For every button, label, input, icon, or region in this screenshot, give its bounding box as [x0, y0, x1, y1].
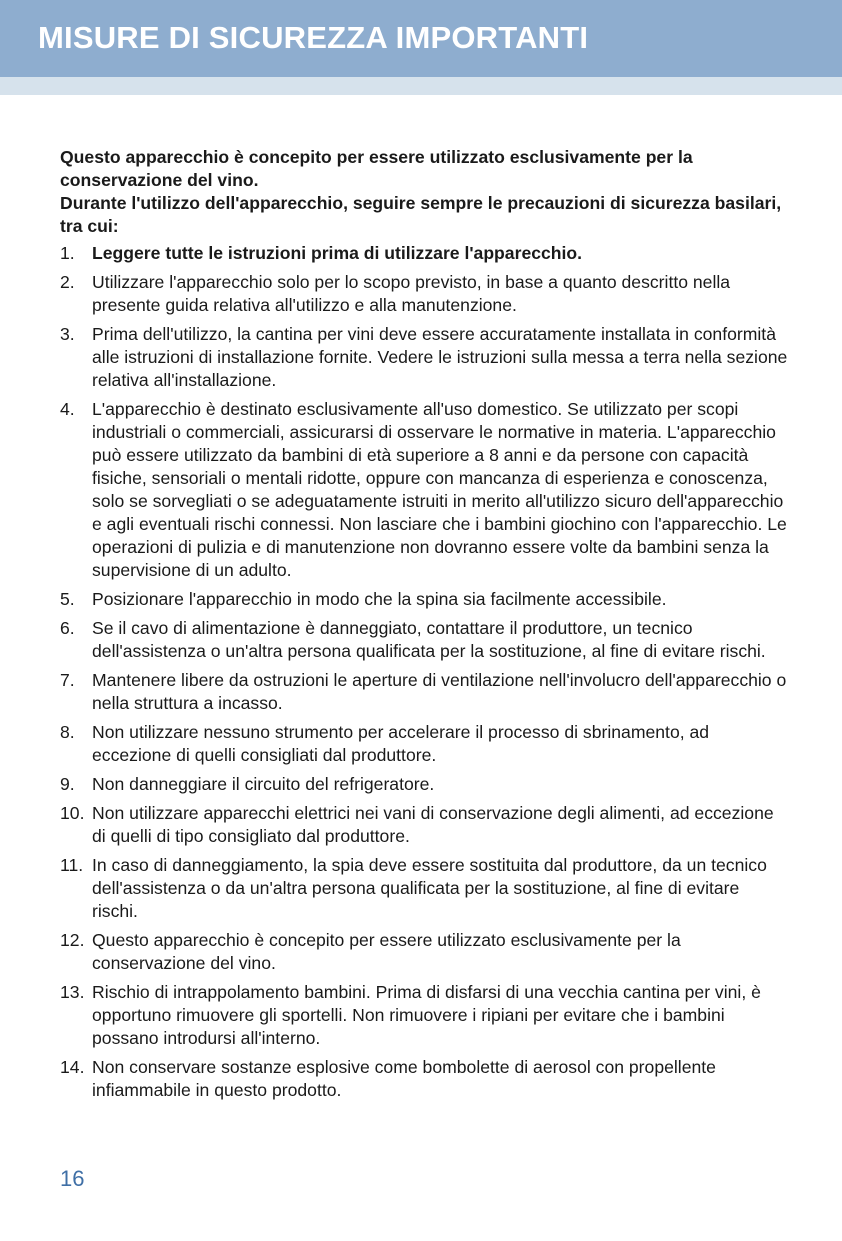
list-item	[60, 929, 790, 975]
list-item	[60, 721, 790, 767]
header-band	[0, 77, 842, 95]
list-item	[60, 588, 790, 611]
list-item	[60, 669, 790, 715]
page-title: MISURE DI SICUREZZA IMPORTANTI	[38, 20, 589, 55]
list-item	[60, 773, 790, 796]
item-text: Questo apparecchio è concepito per essere utilizzato esclusivamente per la conservazione del vino.	[92, 930, 681, 973]
item-text: Non conservare sostanze esplosive come bombolette di aerosol con propellente infiammabile in questo prodotto.	[92, 1057, 716, 1100]
item-number: 4.	[60, 399, 75, 419]
item-number: 9.	[60, 774, 75, 794]
item-number: 10.	[60, 803, 85, 823]
item-text: Se il cavo di alimentazione è danneggiato, contattare il produttore, un tecnico dell'assistenza o un'altra persona qualificata per la sostituzione, al fine di evitare rischi.	[92, 618, 766, 661]
item-text: L'apparecchio è destinato esclusivamente all'uso domestico. Se utilizzato per scopi industriali o commerciali, assicurarsi di osservare le normative in materia. L'apparecchio può essere utilizzato da bambini di età superiore a 8 anni e da persone con capacità fisiche, sensoriali o mentali ridotte, oppure con mancanza di esperienza e conoscenza, solo se sorvegliati o se adeguatamente istruiti in merito all'utilizzo sicuro dell'apparecchio e agli eventuali rischi connessi. Non lasciare che i bambini giochino con l'apparecchio. Le operazioni di pulizia e di manutenzione non dovranno essere volte da bambini senza la supervisione di un adulto.	[92, 399, 787, 580]
list-item	[60, 271, 790, 317]
page-header	[0, 0, 842, 77]
item-text: Non utilizzare apparecchi elettrici nei vani di conservazione degli alimenti, ad eccezione di quelli di tipo consigliato dal produttore.	[92, 803, 774, 846]
intro-paragraph: Durante l'utilizzo dell'apparecchio, seguire sempre le precauzioni di sicurezza basilari, tra cui:	[60, 193, 782, 236]
list-item	[60, 981, 790, 1050]
list-item	[60, 617, 790, 663]
item-text: Rischio di intrappolamento bambini. Prima di disfarsi di una vecchia cantina per vini, è opportuno rimuovere gli sportelli. Non rimuovere i ripiani per evitare che i bambini possano introdursi all'interno.	[92, 982, 761, 1048]
item-text: Mantenere libere da ostruzioni le aperture di ventilazione nell'involucro dell'apparecchio o nella struttura a incasso.	[92, 670, 787, 713]
list-item	[60, 802, 790, 848]
intro-paragraph: Questo apparecchio è concepito per essere utilizzato esclusivamente per la conservazione del vino.	[60, 147, 693, 190]
item-number: 3.	[60, 324, 75, 344]
item-number: 13.	[60, 982, 85, 1002]
item-number: 6.	[60, 618, 75, 638]
list-item	[60, 1056, 790, 1102]
item-text: Non danneggiare il circuito del refrigeratore.	[92, 774, 435, 794]
page-number: 16	[60, 1166, 85, 1191]
item-number: 11.	[60, 855, 84, 875]
list-item	[60, 398, 790, 582]
list-item	[60, 854, 790, 923]
item-number: 2.	[60, 272, 75, 292]
item-number: 12.	[60, 930, 85, 950]
document-body	[60, 146, 790, 1108]
item-number: 8.	[60, 722, 75, 742]
item-number: 14.	[60, 1057, 85, 1077]
safety-list	[60, 242, 790, 1102]
item-number: 5.	[60, 589, 75, 609]
item-text: Posizionare l'apparecchio in modo che la spina sia facilmente accessibile.	[92, 589, 667, 609]
item-text: Non utilizzare nessuno strumento per accelerare il processo di sbrinamento, ad eccezione di quelli consigliati dal produttore.	[92, 722, 710, 765]
intro-text	[60, 146, 790, 238]
item-number: 1.	[60, 243, 75, 263]
item-text: Leggere tutte le istruzioni prima di utilizzare l'apparecchio.	[92, 243, 583, 263]
item-number: 7.	[60, 670, 75, 690]
list-item	[60, 323, 790, 392]
item-text: Utilizzare l'apparecchio solo per lo scopo previsto, in base a quanto descritto nella presente guida relativa all'utilizzo e alla manutenzione.	[92, 272, 731, 315]
item-text: In caso di danneggiamento, la spia deve essere sostituita dal produttore, da un tecnico dell'assistenza o da un'altra persona qualificata per la sostituzione, al fine di evitare rischi.	[92, 855, 767, 921]
list-item	[60, 242, 790, 265]
item-text: Prima dell'utilizzo, la cantina per vini deve essere accuratamente installata in conformità alle istruzioni di installazione fornite. Vedere le istruzioni sulla messa a terra nella sezione relativa all'installazione.	[92, 324, 788, 390]
